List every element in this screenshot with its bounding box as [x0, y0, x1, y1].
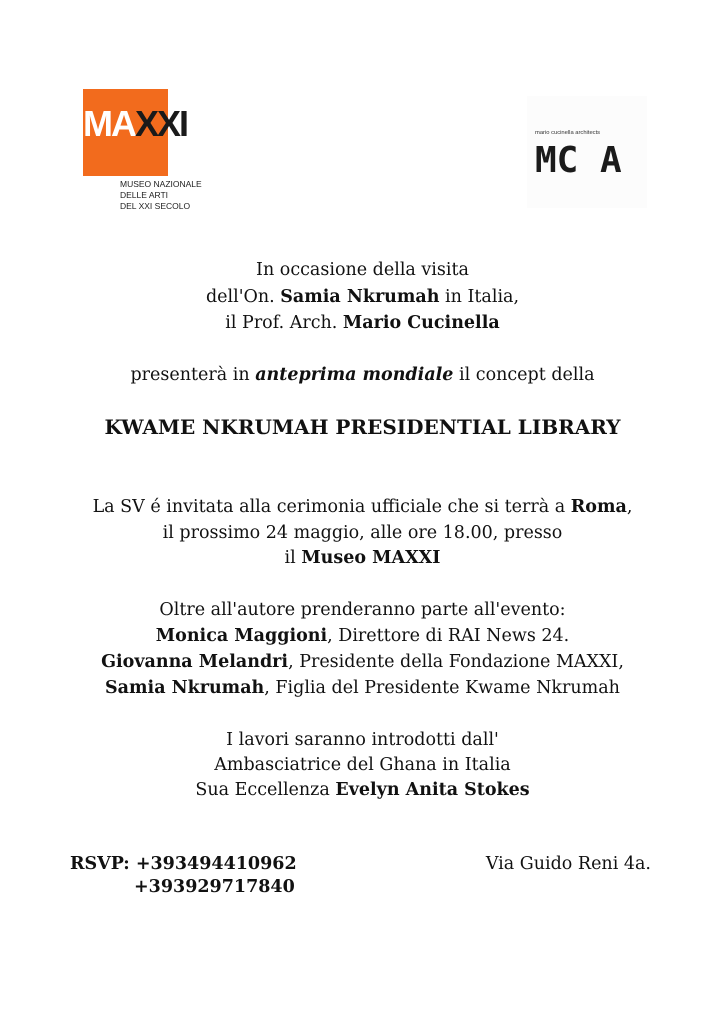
invite-line-3: [0, 545, 725, 571]
ambassador-name: Evelyn Anita Stokes: [335, 780, 530, 800]
intro-line-3: [0, 310, 725, 336]
invite-line-3-pre: il: [284, 548, 302, 568]
venue-address: Via Guido Reni 4a.: [485, 854, 651, 874]
intro-line-1: In occasione della visita: [256, 260, 469, 280]
intro-line-4-post: il concept della: [453, 365, 595, 385]
intro-line-2-post: in Italia,: [439, 287, 520, 307]
participant-2: [0, 649, 725, 675]
closing-line-1: I lavori saranno introdotti dall': [226, 730, 499, 750]
participant-1: [0, 623, 725, 649]
maxxi-subtitle: [120, 179, 220, 212]
mca-wordmark: MC A: [535, 140, 622, 181]
intro-line-4-emphasis: anteprima mondiale: [255, 365, 454, 385]
invite-venue: Museo MAXXI: [301, 548, 441, 568]
closing-line-3-pre: Sua Eccellenza: [195, 780, 336, 800]
invite-line-2: il prossimo 24 maggio, alle ore 18.00, presso: [162, 523, 563, 543]
invite-city: Roma: [570, 497, 627, 517]
maxxi-wordmark: [83, 103, 188, 144]
intro-line-2-pre: dell'On.: [205, 287, 281, 307]
participant-1-role: , Direttore di RAI News 24.: [327, 626, 570, 646]
closing-line-2: Ambasciatrice del Ghana in Italia: [214, 755, 511, 775]
intro-line-3-pre: il Prof. Arch.: [225, 313, 343, 333]
maxxi-logo: [80, 86, 212, 216]
intro-line-4: [0, 362, 725, 388]
mca-small-text: mario cucinella architects: [535, 130, 601, 136]
maxxi-wordmark-dark: XXI: [135, 103, 188, 144]
rsvp-line-2: +393929717840: [134, 877, 295, 897]
rsvp-line-1: RSVP: +393494410962: [70, 854, 297, 874]
participant-2-role: , Presidente della Fondazione MAXXI,: [288, 652, 624, 672]
invite-line-1-pre: La SV é invitata alla cerimonia ufficiale che si terrà a: [92, 497, 571, 517]
participant-3-role: , Figlia del Presidente Kwame Nkrumah: [264, 678, 620, 698]
closing-line-3: [0, 777, 725, 803]
intro-line-3-name: Mario Cucinella: [342, 313, 500, 333]
participant-3: [0, 675, 725, 701]
mca-logo: [527, 96, 647, 208]
maxxi-wordmark-white: MA: [83, 103, 135, 144]
intro-line-2-name: Samia Nkrumah: [280, 287, 440, 307]
maxxi-subtitle-line: DELLE ARTI: [120, 190, 169, 200]
intro-line-2: [0, 284, 725, 310]
invite-line-1-post: ,: [626, 497, 633, 517]
participant-2-name: Giovanna Melandri: [101, 652, 289, 672]
invite-line-1: [0, 494, 725, 520]
maxxi-subtitle-line: MUSEO NAZIONALE: [120, 179, 202, 189]
participants-intro: Oltre all'autore prenderanno parte all'evento:: [159, 600, 566, 620]
participant-1-name: Monica Maggioni: [155, 626, 328, 646]
maxxi-subtitle-line: DEL XXI SECOLO: [120, 201, 191, 211]
intro-line-4-pre: presenterà in: [130, 365, 256, 385]
participant-3-name: Samia Nkrumah: [105, 678, 265, 698]
page-title: KWAME NKRUMAH PRESIDENTIAL LIBRARY: [104, 415, 621, 439]
